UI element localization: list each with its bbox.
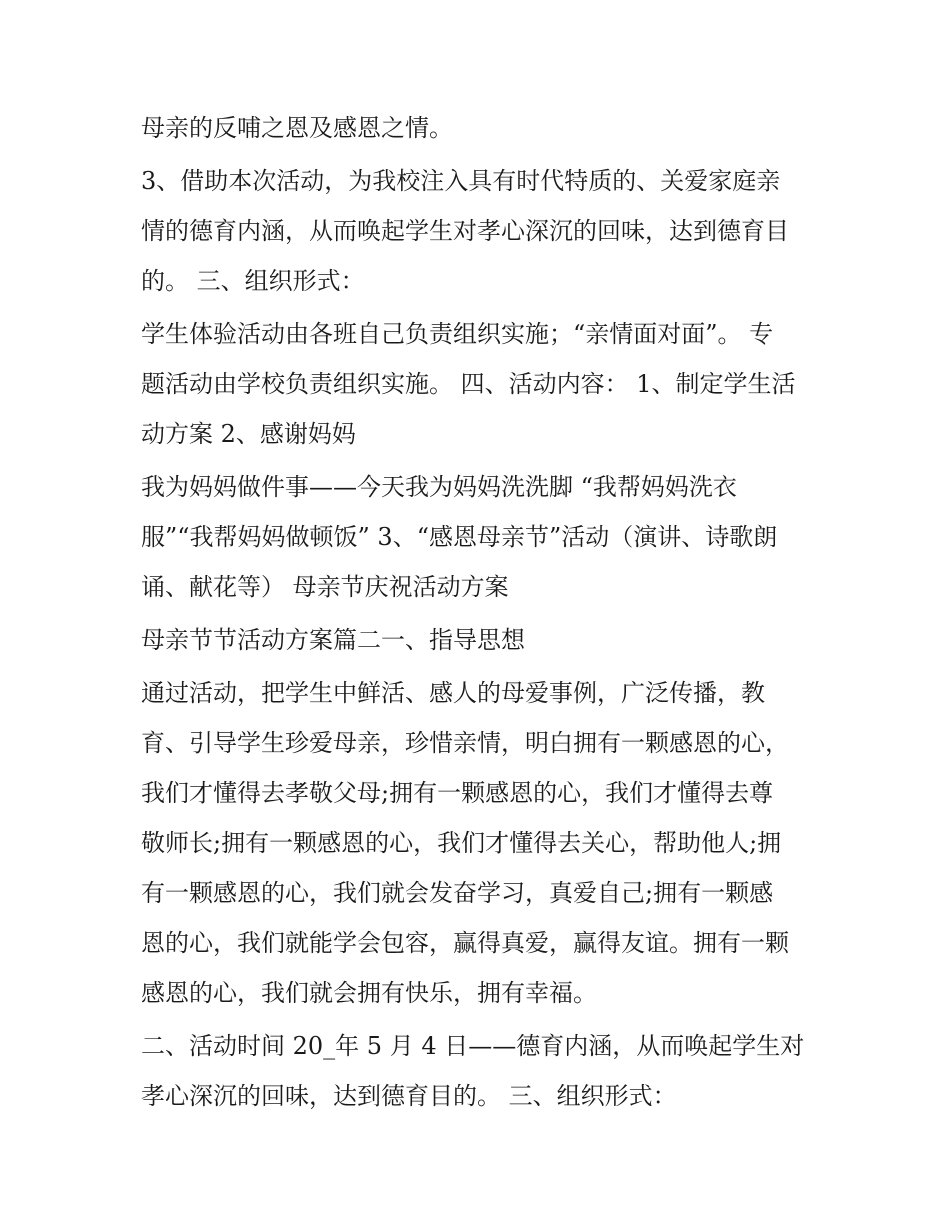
text-line: 有一颗感恩的心，我们就会发奋学习，真爱自己;拥有一颗感: [141, 879, 774, 907]
text-line: 3、借助本次活动，为我校注入具有时代特质的、关爱家庭亲: [141, 167, 781, 195]
text-line: 敬师长;拥有一颗感恩的心，我们才懂得去关心，帮助他人;拥: [141, 829, 782, 857]
text-line: 二、活动时间 20_年 5 月 4 日——德育内涵，从而唤起学生对: [141, 1032, 805, 1060]
text-line: 母亲的反哺之恩及感恩之情。: [141, 114, 453, 142]
text-line: 情的德育内涵，从而唤起学生对孝心深沉的回味，达到德育目: [141, 217, 789, 245]
section-heading: 母亲节节活动方案篇二一、指导思想: [141, 626, 525, 654]
text-line: 服”“我帮妈妈做顿饭” 3、“感恩母亲节”活动（演讲、诗歌朗: [141, 523, 778, 551]
text-line: 诵、献花等） 母亲节庆祝活动方案: [141, 573, 509, 601]
text-line: 恩的心，我们就能学会包容，赢得真爱，赢得友谊。拥有一颗: [141, 929, 789, 957]
text-line: 感恩的心，我们就会拥有快乐，拥有幸福。: [141, 979, 597, 1007]
text-line: 学生体验活动由各班自己负责组织实施；“亲情面对面”。 专: [141, 320, 774, 348]
text-line: 动方案 2、感谢妈妈: [141, 420, 356, 448]
text-line: 题活动由学校负责组织实施。 四、活动内容： 1、制定学生活: [141, 370, 796, 398]
text-line: 我们才懂得去孝敬父母;拥有一颗感恩的心，我们才懂得去尊: [141, 779, 774, 807]
text-line: 育、引导学生珍爱母亲，珍惜亲情，明白拥有一颗感恩的心，: [141, 729, 789, 757]
text-line: 的。 三、组织形式：: [141, 267, 365, 295]
text-line: 孝心深沉的回味，达到德育目的。 三、组织形式：: [141, 1082, 677, 1110]
text-line: 通过活动，把学生中鲜活、感人的母爱事例，广泛传播，教: [141, 679, 765, 707]
text-line: 我为妈妈做件事——今天我为妈妈洗洗脚 “我帮妈妈洗衣: [141, 473, 737, 501]
